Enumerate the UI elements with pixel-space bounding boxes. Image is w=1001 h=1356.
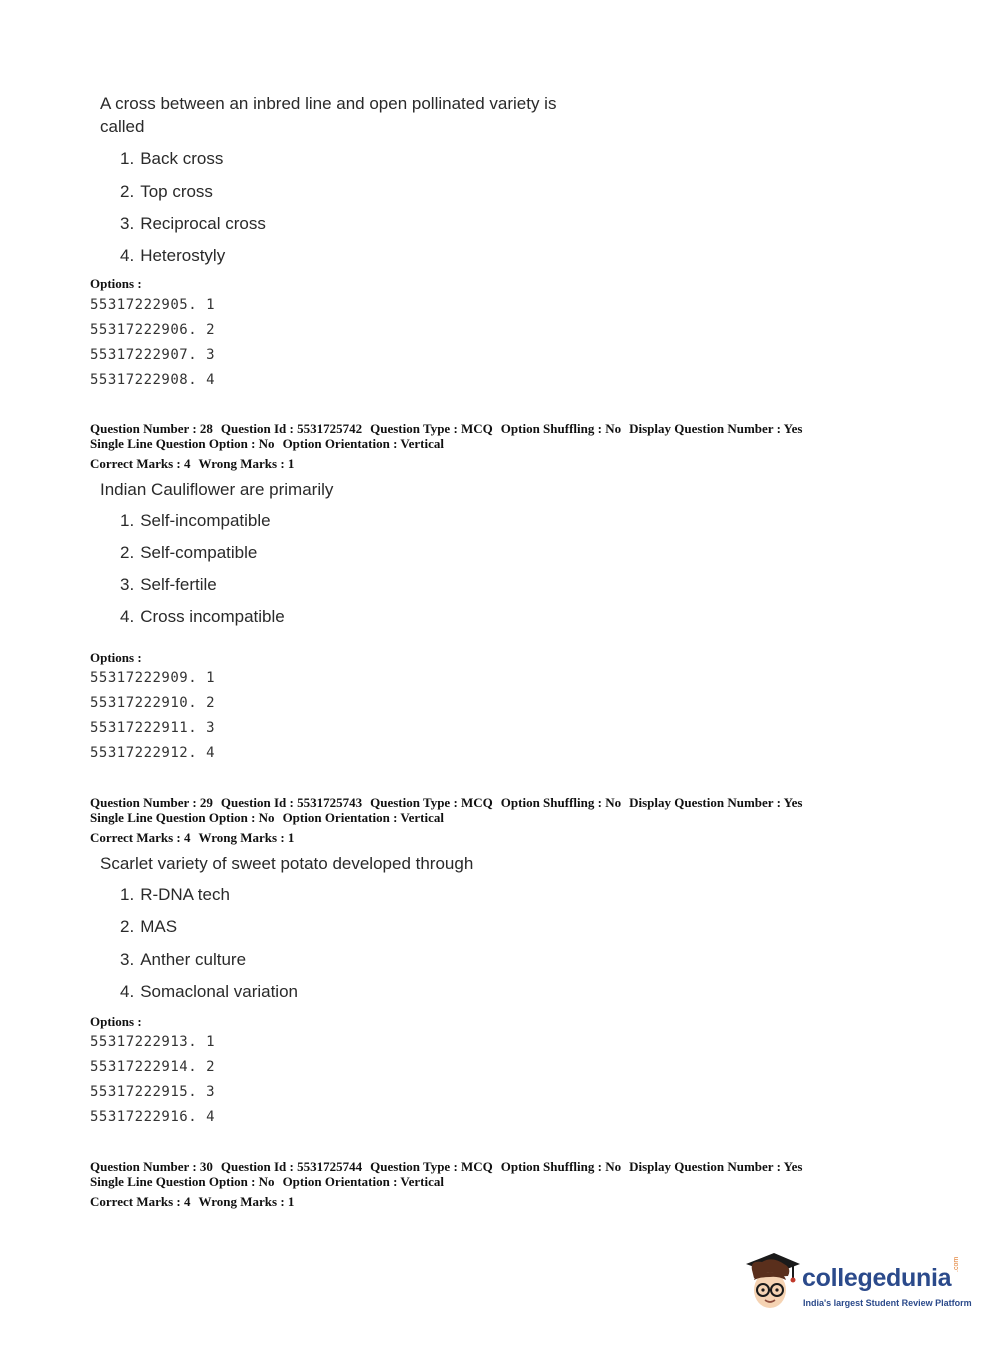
q27-option-id-3: 55317222907. 3 [90,347,216,363]
q28-options-label: Options : [90,650,142,665]
q27-option-id-2: 55317222906. 2 [90,322,216,338]
q28-option-id-4: 55317222912. 4 [90,745,216,761]
logo-tagline: India's largest Student Review Platform [803,1298,972,1308]
q28-choice-4: 4. Cross incompatible [120,607,285,626]
q27-choice-3: 3. Reciprocal cross [120,214,266,233]
q29-choice-2: 2. MAS [120,917,178,936]
q28-choice-3: 3. Self-fertile [120,575,217,594]
q28-choice-2: 2. Self-compatible [120,543,258,562]
q29-option-id-3: 55317222915. 3 [90,1084,216,1100]
q30-marks: Correct Marks : 4 Wrong Marks : 1 [90,1194,295,1209]
q28-choice-1: 1. Self-incompatible [120,511,271,530]
q28-marks: Correct Marks : 4 Wrong Marks : 1 [90,456,295,471]
question-27-text: A cross between an inbred line and open pollinated variety is called [100,94,557,136]
q28-option-id-1: 55317222909. 1 [90,670,216,686]
q27-option-id-4: 55317222908. 4 [90,372,216,388]
q29-choice-3: 3. Anther culture [120,950,247,969]
q27-options-label: Options : [90,276,142,291]
q27-choice-1: 1. Back cross [120,149,224,168]
q27-option-id-1: 55317222905. 1 [90,297,216,313]
q29-choice-4: 4. Somaclonal variation [120,982,298,1001]
q29-meta: Question Number : 29 Question Id : 5531725743 Question Type : MCQ Option Shuffling : No Display Question Number : Yes Single Line Question Option : No Option Orientation : Vertical [90,795,803,825]
q27-choice-4: 4. Heterostyly [120,246,226,265]
collegedunia-logo[interactable] [742,1250,972,1320]
mascot-icon [742,1250,802,1316]
question-28-text: Indian Cauliflower are primarily [100,480,334,499]
logo-suffix: .com [953,1256,960,1272]
q29-choice-1: 1. R-DNA tech [120,885,230,904]
question-29-text: Scarlet variety of sweet potato developed through [100,854,474,873]
q29-option-id-1: 55317222913. 1 [90,1034,216,1050]
q27-choice-2: 2. Top cross [120,182,213,201]
q28-option-id-3: 55317222911. 3 [90,720,216,736]
q29-marks: Correct Marks : 4 Wrong Marks : 1 [90,830,295,845]
q29-option-id-4: 55317222916. 4 [90,1109,216,1125]
q28-option-id-2: 55317222910. 2 [90,695,216,711]
logo-wordmark: collegedunia [802,1264,952,1292]
q29-options-label: Options : [90,1014,142,1029]
q28-meta: Question Number : 28 Question Id : 5531725742 Question Type : MCQ Option Shuffling : No Display Question Number : Yes Single Line Question Option : No Option Orientation : Vertical [90,421,803,451]
q30-meta: Question Number : 30 Question Id : 5531725744 Question Type : MCQ Option Shuffling : No Display Question Number : Yes Single Line Question Option : No Option Orientation : Vertical [90,1159,803,1189]
q29-option-id-2: 55317222914. 2 [90,1059,216,1075]
